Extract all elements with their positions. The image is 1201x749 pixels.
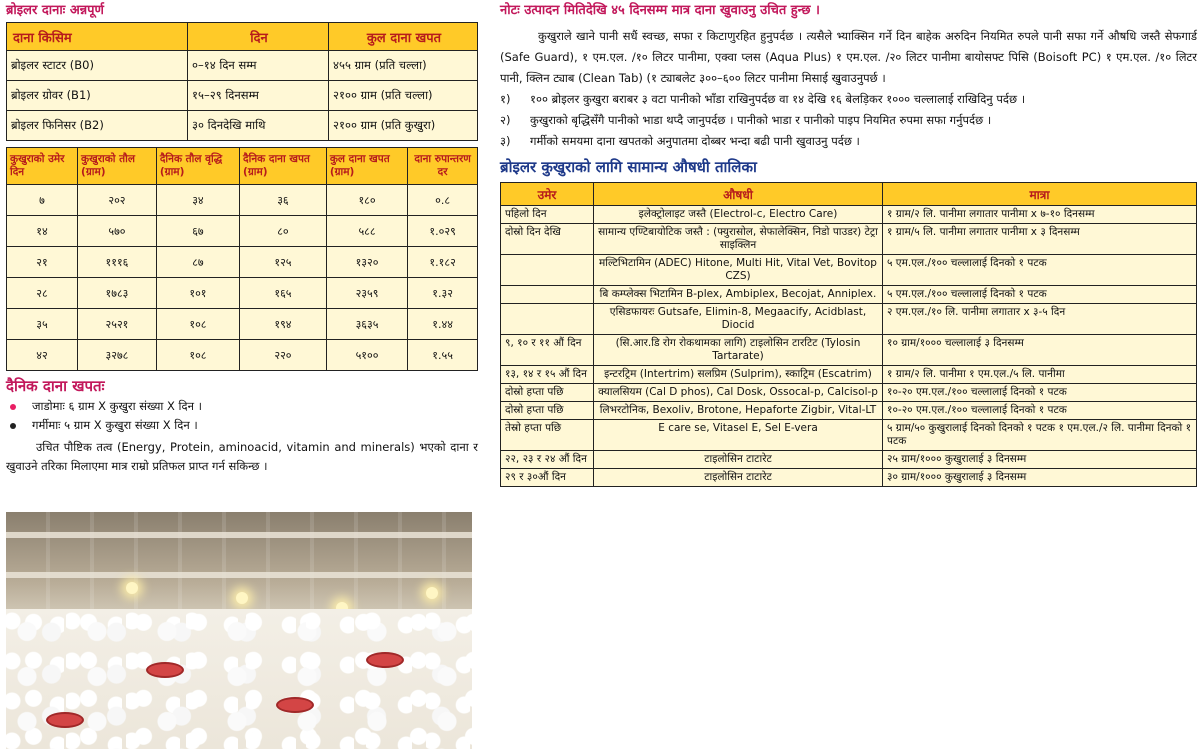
table-row	[501, 304, 1197, 335]
feed-type-table	[6, 22, 478, 141]
table-cell: २३५९	[326, 278, 407, 309]
table-cell: २१	[7, 247, 78, 278]
table-cell: (सि.आर.डि रोग रोकथामका लागि) टाइलोसिन टारटिट (Tylosin Tartarate)	[594, 335, 883, 366]
growth-header-gain: दैनिक तौल वृद्धि (ग्राम)	[156, 148, 239, 185]
table-cell: टाइलोसिन टाटारेट	[594, 469, 883, 487]
table-cell: ५ ग्राम/५० कुखुरालाई दिनको दिनको १ पटक १ एम.एल./२ लि. पानीमा दिनको १ पटक	[883, 420, 1197, 451]
growth-table	[6, 147, 478, 371]
table-cell: १०-२० एम.एल./१०० चल्लालाई दिनको १ पटक	[883, 384, 1197, 402]
left-column	[6, 0, 478, 476]
table-cell: २१०० ग्राम (प्रति कुखुरा)	[329, 111, 478, 141]
table-cell: १ ग्राम/२ लि. पानीमा लगातार पानीमा x ७-१० दिनसम्म	[883, 206, 1197, 224]
table-cell: ९, १० र ११ औं दिन	[501, 335, 594, 366]
table-cell: ३० ग्राम/१००० कुखुरालाई ३ दिनसम्म	[883, 469, 1197, 487]
table-cell: सामान्य एण्टिबायोटिक जस्तै : (फ्युरासोल, सेफालेक्सिन, निडो पाउडर) टेट्रा साइक्लिन	[594, 224, 883, 255]
table-cell: लिभरटोनिक, Bexoliv, Brotone, Hepaforte Zigbir, Vital-LT	[594, 402, 883, 420]
growth-header-fcr: दाना रुपान्तरण दर	[408, 148, 478, 185]
table-cell: E care se, Vitasel E, Sel E-vera	[594, 420, 883, 451]
table-cell: टाइलोसिन टाटारेट	[594, 451, 883, 469]
table-row	[7, 185, 478, 216]
table-cell: ब्रोइलर ग्रोवर (B1)	[7, 81, 188, 111]
table-cell: पहिलो दिन	[501, 206, 594, 224]
table-row	[501, 366, 1197, 384]
growth-header-daily-feed: दैनिक दाना खपत (ग्राम)	[240, 148, 327, 185]
water-guidelines-list	[500, 89, 1197, 152]
table-cell: ४२	[7, 340, 78, 371]
table-cell: ब्रोइलर स्टाटर (B0)	[7, 51, 188, 81]
table-cell: ५१००	[326, 340, 407, 371]
table-row	[7, 340, 478, 371]
table-cell: २५२१	[78, 309, 157, 340]
table-cell: १११६	[78, 247, 157, 278]
growth-header-total-feed: कुल दाना खपत (ग्राम)	[326, 148, 407, 185]
table-cell: १०-२० एम.एल./१०० चल्लालाई दिनको १ पटक	[883, 402, 1197, 420]
list-item	[500, 110, 1197, 131]
list-item: जाडोमाः ६ ग्राम X कुखुरा संख्या X दिन ।	[6, 397, 478, 416]
table-cell: ३४	[156, 185, 239, 216]
table-cell: १ ग्राम/५ लि. पानीमा लगातार पानीमा x ३ दिनसम्म	[883, 224, 1197, 255]
poultry-farm-photo	[6, 512, 472, 749]
table-cell: १.५५	[408, 340, 478, 371]
table-cell: ३६३५	[326, 309, 407, 340]
table-cell: १५–२९ दिनसम्म	[188, 81, 329, 111]
list-number: २)	[500, 113, 511, 127]
table-cell: २२, २३ र २४ औं दिन	[501, 451, 594, 469]
daily-feed-list	[6, 397, 478, 435]
table-cell: २२०	[240, 340, 327, 371]
table-cell	[501, 286, 594, 304]
med-header-age: उमेर	[501, 183, 594, 206]
table-cell: ०.८	[408, 185, 478, 216]
table-cell: १४	[7, 216, 78, 247]
table-cell: क्यालसियम (Cal D phos), Cal Dosk, Ossocal-p, Calcisol-p	[594, 384, 883, 402]
table-cell: ३६	[240, 185, 327, 216]
nutrition-paragraph: उचित पौष्टिक तत्व (Energy, Protein, aminoacid, vitamin and minerals) भएको दाना र खुवाउने तरिका मिलाएमा मात्र राम्रो प्रतिफल प्राप्त गर्न सकिन्छ ।	[6, 440, 478, 473]
table-row	[7, 278, 478, 309]
table-cell: ५७०	[78, 216, 157, 247]
table-cell: २५ ग्राम/१००० कुखुरालाई ३ दिनसम्म	[883, 451, 1197, 469]
table-cell: दोस्रो दिन देखि	[501, 224, 594, 255]
table-cell: १.४४	[408, 309, 478, 340]
table-cell: १.३२	[408, 278, 478, 309]
table-cell	[501, 304, 594, 335]
table-cell: १०८	[156, 340, 239, 371]
list-number: ३)	[500, 134, 511, 148]
feed-header-total: कुल दाना खपत	[329, 23, 478, 51]
table-cell: ५ एम.एल./१०० चल्लालाई दिनको १ पटक	[883, 255, 1197, 286]
table-row	[7, 309, 478, 340]
list-item	[500, 89, 1197, 110]
table-cell: ३० दिनदेखि माथि	[188, 111, 329, 141]
table-row	[501, 335, 1197, 366]
shelf-life-note: नोटः उत्पादन मितिदेखि ४५ दिनसम्म मात्र दाना खुवाउनु उचित हुन्छ ।	[500, 3, 820, 18]
table-cell: मल्टिभिटामिन (ADEC) Hitone, Multi Hit, Vital Vet, Bovitop CZS)	[594, 255, 883, 286]
table-cell: ६७	[156, 216, 239, 247]
table-cell: ५ एम.एल./१०० चल्लालाई दिनको १ पटक	[883, 286, 1197, 304]
table-cell: एसिडफायरः Gutsafe, Elimin-8, Megaacify, Acidblast, Diocid	[594, 304, 883, 335]
table-row	[501, 255, 1197, 286]
table-cell: १३२०	[326, 247, 407, 278]
table-cell: २९ र ३०औं दिन	[501, 469, 594, 487]
table-row	[7, 247, 478, 278]
table-cell: ३२७८	[78, 340, 157, 371]
table-cell: १६५	[240, 278, 327, 309]
table-cell: २८	[7, 278, 78, 309]
table-cell: २ एम.एल./१० लि. पानीमा लगातार x ३-५ दिन	[883, 304, 1197, 335]
table-row	[501, 206, 1197, 224]
table-row	[501, 420, 1197, 451]
table-cell: बि कम्प्लेक्स भिटामिन B-plex, Ambiplex, Becojat, Anniplex.	[594, 286, 883, 304]
table-cell: ८७	[156, 247, 239, 278]
table-cell: ८०	[240, 216, 327, 247]
table-cell: ४५५ ग्राम (प्रति चल्ला)	[329, 51, 478, 81]
list-text: कुखुराको बृद्धिसँगै पानीको भाडा थप्दै जानुपर्दछ । पानीको भाडा र पानीको पाइप नियमित रुपमा सफा गर्नुपर्दछ ।	[530, 113, 992, 127]
growth-header-weight: कुखुराको तौल (ग्राम)	[78, 148, 157, 185]
table-cell: १०१	[156, 278, 239, 309]
table-cell: १०८	[156, 309, 239, 340]
list-number: १)	[500, 92, 511, 106]
table-cell: २०२	[78, 185, 157, 216]
list-item	[500, 131, 1197, 152]
table-row	[7, 51, 478, 81]
list-item: गर्मीमाः ५ ग्राम X कुखुरा संख्या X दिन ।	[6, 416, 478, 435]
feed-header-days: दिन	[188, 23, 329, 51]
growth-header-age: कुखुराको उमेर दिन	[7, 148, 78, 185]
feed-header-type: दाना किसिम	[7, 23, 188, 51]
med-header-dose: मात्रा	[883, 183, 1197, 206]
table-row	[501, 402, 1197, 420]
medicine-table	[500, 182, 1197, 487]
table-cell: १० ग्राम/१००० चल्लालाई ३ दिनसम्म	[883, 335, 1197, 366]
list-text: १०० ब्रोइलर कुखुरा बराबर ३ वटा पानीको भाँडा राखिनुपर्दछ वा १४ देखि १६ बेलड़िकर १००० चल्लालाई राखिदिनु पर्दछ ।	[530, 92, 1026, 106]
table-cell: ब्रोइलर फिनिसर (B2)	[7, 111, 188, 141]
table-row	[501, 469, 1197, 487]
water-paragraph: कुखुराले खाने पानी सधैं स्वच्छ, सफा र किटाणुरहित हुनुपर्दछ । त्यसैले भ्याक्सिन गर्ने दिन बाहेक अरुदिन नियमित रुपले पानी सफा गर्ने औषधि जस्तै सेफगार्ड (Safe Guard), १ एम.एल. /१० लिटर पानीमा, एक्वा प्लस (Aqua Plus) १ एम.एल. /२० लिटर पानीमा बायोसफ्ट पिसि (Boisoft PC) १ एम.एल. /१० लिटर पानी, क्लिन ट्याब (Clean Tab) (१ ट्याबलेट ३००–६०० लिटर पानीमा मिसाई खुवाउनुपर्छ ।	[500, 29, 1197, 85]
table-cell: १७८३	[78, 278, 157, 309]
table-cell: १२५	[240, 247, 327, 278]
feed-title: ब्रोइलर दानाः अन्नपूर्ण	[6, 3, 104, 18]
table-cell	[501, 255, 594, 286]
table-cell: १.१८२	[408, 247, 478, 278]
table-cell: ५८८	[326, 216, 407, 247]
table-row	[501, 286, 1197, 304]
table-cell: दोस्रो हप्ता पछि	[501, 402, 594, 420]
table-cell: २१०० ग्राम (प्रति चल्ला)	[329, 81, 478, 111]
table-cell: ०–१४ दिन सम्म	[188, 51, 329, 81]
table-cell: दोस्रो हप्ता पछि	[501, 384, 594, 402]
table-cell: १.०२९	[408, 216, 478, 247]
table-cell: तेस्रो हप्ता पछि	[501, 420, 594, 451]
table-cell: ७	[7, 185, 78, 216]
table-row	[7, 216, 478, 247]
daily-feed-title: दैनिक दाना खपतः	[6, 377, 105, 395]
table-row	[501, 451, 1197, 469]
table-cell: इन्टरट्रिम (Intertrim) सलप्रिम (Sulprim), स्काट्रिम (Escatrim)	[594, 366, 883, 384]
medicine-title: ब्रोइलर कुखुराको लागि सामान्य औषधी तालिका	[500, 158, 757, 176]
table-row	[501, 384, 1197, 402]
table-cell: १ ग्राम/२ लि. पानीमा १ एम.एल./५ लि. पानीमा	[883, 366, 1197, 384]
table-cell: १९४	[240, 309, 327, 340]
table-cell: इलेक्ट्रोलाइट जस्तै (Electrol-c, Electro Care)	[594, 206, 883, 224]
table-row	[501, 224, 1197, 255]
table-cell: ३५	[7, 309, 78, 340]
table-cell: १३, १४ र १५ औं दिन	[501, 366, 594, 384]
table-cell: १८०	[326, 185, 407, 216]
list-text: गर्मीको समयमा दाना खपतको अनुपातमा दोब्बर भन्दा बढी पानी खुवाउनु पर्दछ ।	[530, 134, 860, 148]
table-row	[7, 111, 478, 141]
table-row	[7, 81, 478, 111]
right-column	[500, 0, 1197, 487]
med-header-medicine: औषधी	[594, 183, 883, 206]
